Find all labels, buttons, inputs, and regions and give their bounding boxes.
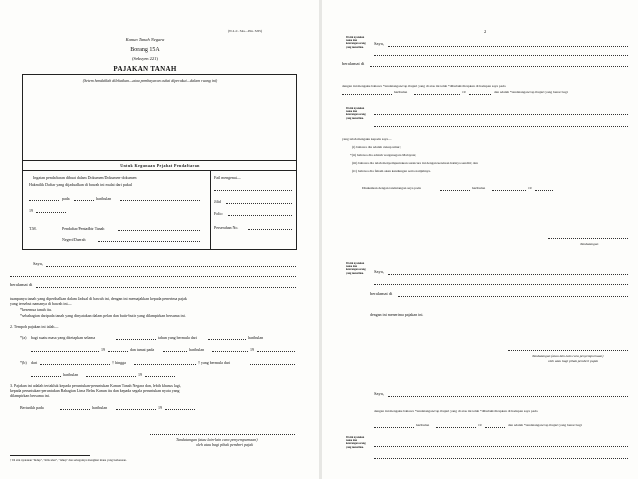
perserahan-label: Perserahan No.: [214, 225, 239, 230]
lessee-signature-caption-2: oleh atau bagi pihak pemberi pajak: [548, 359, 598, 363]
known-iv: (iv) bahawa dia faham akan kandungan serta natijahnya.: [352, 169, 431, 173]
witnessed-month-dots: [492, 190, 526, 191]
lessor-signature-caption-2: oleh atau bagi pihak pemberi pajak: [196, 442, 253, 447]
option-part-land: *sebahagian daripada tanah yang dinyatakan dalam pelan dan butir-butir yang dilampirkan bersama ini.: [20, 313, 186, 318]
saya-dots-1b: [374, 55, 628, 56]
file-dots-1: [214, 190, 292, 191]
saya-label: Saya,: [33, 261, 43, 266]
saya-label-1: Saya,: [374, 41, 384, 46]
lessor-para-2: yang tersebut namanya di bawah ini—: [10, 301, 72, 306]
term-a-end-year: 19: [250, 347, 254, 352]
form-reference: (N.L.C. 34a—Pin. 3/65): [228, 29, 263, 33]
cert2-year: 19: [478, 423, 482, 427]
form-title: PAJAKAN TANAH: [113, 65, 177, 73]
address-label-1: beralamat di: [342, 61, 365, 66]
dated-label: Bertarikh pada: [20, 405, 44, 410]
office-use-heading: Untuk Kegunaan Pejabat Pendaftaran: [120, 163, 200, 168]
cert1-month-dots: [414, 94, 460, 95]
term-a-end-on: dan tamat pada: [130, 347, 155, 352]
cert2-text: dengan ini mengaku bahawa *tandatangan/cap ibujari yang di atas ini telah *dibubuh/dicapkan di hadapan saya pada: [374, 409, 538, 413]
term-b-label: *(b): [20, 360, 27, 365]
term-a-month-dots: [31, 351, 99, 352]
witnessed-day-dots: [440, 190, 470, 191]
address-dots-2: [398, 296, 628, 297]
stamp-and-office-box: [22, 74, 297, 250]
address-label-2: beralamat di: [370, 291, 393, 296]
pada-label: pada: [62, 196, 70, 201]
cert1-haribulan: haribulan: [394, 90, 408, 94]
witnessed-year-dots: [535, 190, 553, 191]
address-label: beralamat di: [10, 282, 33, 287]
month-dots: [120, 200, 200, 201]
section-ref: (Seksyen 221): [132, 56, 158, 61]
known-ii: *(ii) bahawa dia adalah warganegara Malaysia;: [350, 153, 417, 157]
witness-signature-line: [548, 238, 628, 239]
name-dots-2: [374, 126, 628, 127]
registrar-label: Pendaftar/Pentadbir Tanah: [62, 226, 105, 231]
term-a-day-dots: [208, 339, 246, 340]
witnessed-text: Disaksikan dengan tandatangan saya pada: [362, 186, 421, 190]
saya-label-3: Saya,: [374, 391, 384, 396]
known-line: yang telah mengaku kepada saya—: [342, 137, 392, 141]
cert2-month-dots: [436, 427, 476, 428]
jilid-dots: [226, 203, 292, 204]
term-b-day-dots: [31, 376, 61, 377]
saya-dots-2: [10, 276, 296, 277]
term-a-mid: tahun yang bermula dari: [158, 335, 197, 340]
saya-dots: [46, 266, 296, 267]
form-number: Borang 15A: [130, 47, 160, 53]
term-heading: 2. Tempoh pajakan ini ialah—: [10, 324, 59, 329]
provision-3: dilampirkan bersama ini.: [10, 393, 50, 398]
term-b-month-dots: [86, 376, 136, 377]
cert2-year-dots: [485, 427, 505, 428]
perserahan-dots: [248, 229, 292, 230]
cert1-year: 19: [462, 90, 466, 94]
witnessed-haribulan: haribulan: [472, 186, 486, 190]
accept-lease: dengan ini menerima pajakan ini.: [370, 312, 424, 317]
known-iii: (iii) bahawa dia telah menyempurnakan suratcara ini dengan kerelaan hatinya sendiri; dan: [352, 161, 478, 165]
state-district-label: Negeri/Daerah: [62, 237, 86, 242]
margin-note-2: Di sini nyatakan nama dan keterangan orang yang menerima.: [346, 107, 366, 120]
term-b-year-dots: [145, 376, 175, 377]
dated-day-dots: [60, 409, 90, 410]
lessee-signature-caption-1: Tandatangan (atau lain-lain cara penyempurnaan): [532, 354, 604, 358]
term-b-from-dots: [40, 364, 110, 365]
name-dots-3: [374, 446, 628, 447]
day-dots: [74, 200, 94, 201]
jilid-label: Jilid: [214, 199, 221, 204]
footnote-rule: [10, 455, 90, 456]
address-dots: [36, 287, 296, 288]
state-dots: [98, 241, 200, 242]
registrar-dots: [118, 230, 200, 231]
registration-text-1: Ingatan pendaftaran dibuat dalam Dokumen/Dokumen-dokumen: [33, 175, 137, 180]
seal-label: T.M.: [29, 226, 37, 231]
term-a-label: *(a): [20, 335, 27, 340]
office-box-divider: [210, 170, 211, 250]
term-a-end-month-dots: [212, 351, 248, 352]
haribulan-label: haribulan: [96, 196, 112, 201]
margin-note-4: Di sini nyatakan nama dan keterangan orang yang menerima.: [346, 436, 366, 449]
term-a-years-dots: [116, 339, 156, 340]
saya-dots-2b: [374, 284, 628, 285]
term-b-end: † yang bermula dari: [198, 360, 231, 365]
cert1-year-dots: [469, 94, 491, 95]
known-i: (i) bahawa dia adalah cukup umur;: [352, 145, 401, 149]
saya-dots-3: [388, 396, 628, 397]
term-a-end-year-dots: [257, 351, 295, 352]
name-dots-4: [374, 458, 628, 459]
term-a-year-dots: [108, 351, 128, 352]
witnessed-year: 19: [528, 186, 532, 190]
stamp-instruction: (Setem hendaklah dilekatkan—atau pembayaran cukai diperakui—dalam ruang ini): [82, 78, 218, 83]
address-dots-1: [370, 66, 628, 67]
cert1-end: dan adalah *tandatangan/cap ibujari yang benar bagi: [494, 90, 568, 94]
margin-note-3: Di sini nyatakan nama dan keterangan orang yang menerima.: [346, 262, 366, 275]
lessor-signature-caption-1: Tandatangan (atau lain-lain cara penyempurnaan): [176, 437, 258, 442]
footnote: † Di sini nyatakan "hidup", "mlis uhar", "lahup" dan sebagainya mengikut mana yang berkenaan.: [10, 458, 127, 462]
page-number: 2: [484, 29, 487, 34]
file-label: Fail mengenai—: [214, 175, 241, 180]
term-a-end-day-dots: [163, 351, 187, 352]
cert2-day-dots: [374, 427, 414, 428]
margin-note-1: Di sini nyatakan nama dan keterangan orang yang menerima.: [346, 36, 366, 49]
provision-2: kepada peruntukan-peruntukan Bahagian Lima Belas Kanun itu dan kepada segala peruntukan nyata yang: [10, 388, 180, 393]
dated-haribulan: haribulan: [92, 405, 108, 410]
folio-dots: [228, 215, 292, 216]
year-dots: [36, 212, 66, 213]
cert1-text: dengan ini mengaku bahawa *tandatangan/cap ibujari yang di atas ini telah *dibubuh/dicapkan di hadapan saya pada: [342, 84, 506, 88]
option-whole-land: *kesemua tanah itu.: [20, 307, 52, 312]
term-b-text: dari: [31, 360, 38, 365]
dated-year-dots: [165, 409, 195, 410]
term-b-haribulan: haribulan: [63, 372, 79, 377]
cert2-end: dan adalah *tandatangan/cap ibujari yang benar bagi: [508, 423, 582, 427]
time-dots: [29, 200, 59, 201]
term-a-end: haribulan: [248, 335, 264, 340]
dated-year: 19: [158, 405, 162, 410]
saya-dots-2: [388, 274, 628, 275]
year-label: 19: [29, 208, 33, 213]
lessor-signature-line: [150, 434, 295, 435]
dated-month-dots: [116, 409, 156, 410]
lessee-signature-line: [508, 350, 628, 351]
lessor-para-1: tuanpunya tanah yang diperihalkan dalam Jadual di bawah ini, dengan ini memajakkan kepada penerima pajak: [10, 296, 187, 301]
term-b-mid: † hingga: [112, 360, 126, 365]
office-heading-rule: [22, 170, 297, 171]
saya-dots-1: [388, 46, 628, 47]
witness-signature-caption: Tandatangan: [580, 242, 599, 246]
term-b-start-dots: [250, 364, 295, 365]
folio-label: Folio: [214, 211, 223, 216]
term-b-year: 19: [138, 372, 142, 377]
term-b-to-dots: [134, 364, 196, 365]
cert2-haribulan: haribulan: [416, 423, 430, 427]
provision-1: 3. Pajakan ini adalah tertakluk kepada peruntukan-peruntukan Kanun Tanah Negara dan, lebih khusus lagi,: [10, 383, 181, 388]
term-a-year: 19: [101, 347, 105, 352]
registration-text-2: Hakmilik Daftar yang dijadualkan di bawah ini mulai dari pukul: [29, 182, 132, 187]
office-section-divider: [22, 160, 297, 161]
cert1-day-dots: [342, 94, 392, 95]
saya-label-2: Saya,: [374, 269, 384, 274]
act-name: Kanun Tanah Negara: [125, 37, 165, 42]
term-a-text: bagi suatu masa yang ditetapkan selama: [31, 335, 96, 340]
right-page: [322, 0, 638, 479]
term-a-end-haribulan: haribulan: [189, 347, 205, 352]
name-dots-1: [374, 114, 628, 115]
